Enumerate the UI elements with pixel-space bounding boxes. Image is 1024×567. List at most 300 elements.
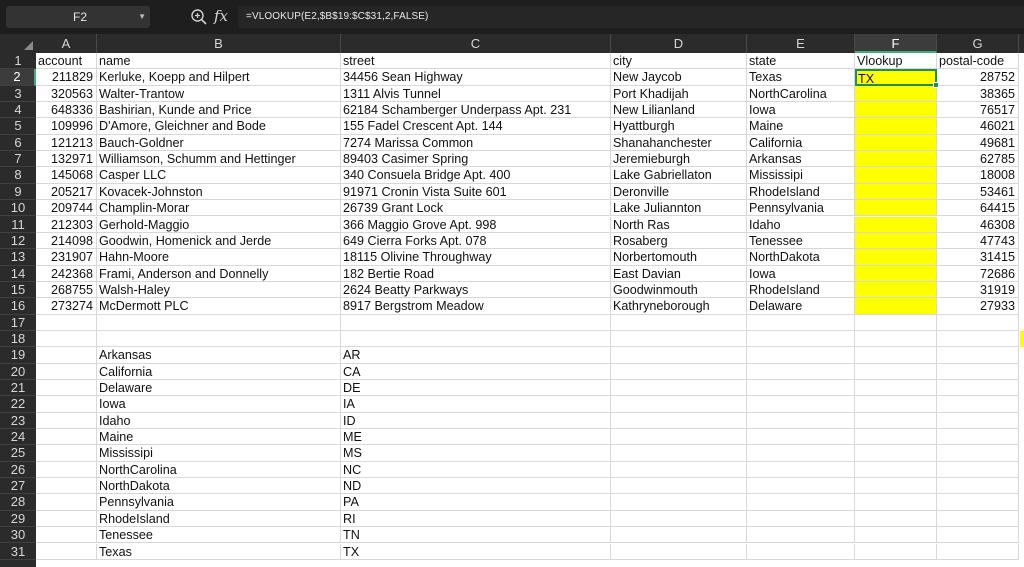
cell-account[interactable]: 121213: [36, 135, 97, 151]
lookup-state[interactable]: Pennsylvania: [97, 494, 341, 510]
empty-cell[interactable]: [747, 315, 855, 331]
cell-postal[interactable]: 38365: [937, 86, 1019, 102]
empty-cell[interactable]: [611, 462, 747, 478]
lookup-row: [36, 413, 1024, 429]
cell-street[interactable]: 18115 Olivine Throughway: [341, 249, 611, 265]
row-header-24[interactable]: 24: [0, 429, 36, 445]
table-row: [36, 282, 1024, 298]
cell-city[interactable]: Goodwinmouth: [611, 282, 747, 298]
empty-cell[interactable]: [937, 527, 1019, 543]
cell-vlookup[interactable]: [855, 151, 937, 167]
empty-cell[interactable]: [747, 364, 855, 380]
cell-name[interactable]: Gerhold-Maggio: [97, 217, 341, 233]
cell-account[interactable]: 231907: [36, 249, 97, 265]
row-header-30[interactable]: 30: [0, 527, 36, 543]
empty-cell[interactable]: [937, 331, 1019, 347]
row-header-3[interactable]: 3: [0, 86, 36, 102]
empty-cell[interactable]: [611, 429, 747, 445]
header-cell-vlookup[interactable]: Vlookup: [855, 53, 937, 69]
cell-name[interactable]: D'Amore, Gleichner and Bode: [97, 118, 341, 134]
cell-city[interactable]: Hyattburgh: [611, 118, 747, 134]
cell-street[interactable]: 155 Fadel Crescent Apt. 144: [341, 118, 611, 134]
empty-cell[interactable]: [747, 445, 855, 461]
select-all-corner[interactable]: [0, 34, 36, 53]
empty-cell[interactable]: [855, 347, 937, 363]
cell-name[interactable]: Frami, Anderson and Donnelly: [97, 266, 341, 282]
lookup-state[interactable]: Iowa: [97, 396, 341, 412]
cell-postal[interactable]: 76517: [937, 102, 1019, 118]
empty-cell[interactable]: [937, 511, 1019, 527]
row-header-1[interactable]: 1: [0, 53, 36, 69]
lookup-code[interactable]: TN: [341, 527, 611, 543]
cell-name[interactable]: Walter-Trantow: [97, 86, 341, 102]
cell-vlookup[interactable]: [855, 200, 937, 216]
row-header-8[interactable]: 8: [0, 167, 36, 183]
cell-city[interactable]: Lake Gabriellaton: [611, 167, 747, 183]
lookup-code[interactable]: IA: [341, 396, 611, 412]
empty-cell[interactable]: [611, 478, 747, 494]
table-row: [36, 69, 1024, 85]
cell-name[interactable]: Kovacek-Johnston: [97, 184, 341, 200]
empty-cell[interactable]: [36, 331, 97, 347]
cell-area: [36, 53, 1024, 567]
row-header-31[interactable]: 31: [0, 544, 36, 560]
name-box-value: F2: [72, 10, 87, 24]
row-header-16[interactable]: 16: [0, 298, 36, 314]
lookup-code[interactable]: AR: [341, 347, 611, 363]
empty-cell[interactable]: [855, 445, 937, 461]
cell-account[interactable]: 205217: [36, 184, 97, 200]
cell-account[interactable]: 211829: [36, 69, 97, 85]
empty-cell[interactable]: [611, 544, 747, 560]
cell-postal[interactable]: 62785: [937, 151, 1019, 167]
cell-state[interactable]: Tenessee: [747, 233, 855, 249]
empty-cell[interactable]: [855, 527, 937, 543]
cell-city[interactable]: Deronville: [611, 184, 747, 200]
empty-cell[interactable]: [36, 380, 97, 396]
table-row: [36, 200, 1024, 216]
empty-cell[interactable]: [855, 544, 937, 560]
empty-cell[interactable]: [611, 511, 747, 527]
cell-street[interactable]: 1311 Alvis Tunnel: [341, 86, 611, 102]
empty-cell[interactable]: [747, 347, 855, 363]
column-header-d[interactable]: D: [611, 34, 747, 53]
cell-postal[interactable]: 28752: [937, 69, 1019, 85]
empty-cell[interactable]: [97, 315, 341, 331]
row-header-11[interactable]: 11: [0, 217, 36, 233]
column-header-f[interactable]: F: [855, 34, 937, 53]
cell-state[interactable]: Iowa: [747, 102, 855, 118]
cell-vlookup[interactable]: [855, 86, 937, 102]
empty-cell[interactable]: [747, 413, 855, 429]
lookup-row: [36, 511, 1024, 527]
column-header-e[interactable]: E: [747, 34, 855, 53]
empty-cell[interactable]: [747, 544, 855, 560]
cell-state[interactable]: Texas: [747, 69, 855, 85]
cell-state[interactable]: California: [747, 135, 855, 151]
empty-cell[interactable]: [611, 364, 747, 380]
cell-state[interactable]: Arkansas: [747, 151, 855, 167]
cell-street[interactable]: 34456 Sean Highway: [341, 69, 611, 85]
header-cell-state[interactable]: state: [747, 53, 855, 69]
empty-cell[interactable]: [36, 478, 97, 494]
column-header-g[interactable]: G: [937, 34, 1019, 53]
cell-account[interactable]: 273274: [36, 298, 97, 314]
empty-cell[interactable]: [36, 364, 97, 380]
lookup-row: [36, 347, 1024, 363]
empty-cell[interactable]: [747, 494, 855, 510]
cell-state[interactable]: NorthDakota: [747, 249, 855, 265]
cell-vlookup[interactable]: [855, 135, 937, 151]
fill-handle[interactable]: [933, 82, 939, 88]
spreadsheet-grid: [0, 34, 1024, 567]
empty-cell[interactable]: [341, 315, 611, 331]
header-cell-account[interactable]: account: [36, 53, 97, 69]
empty-cell[interactable]: [937, 364, 1019, 380]
zoom-magnifier-icon[interactable]: [190, 8, 208, 26]
cell-name[interactable]: Kerluke, Koepp and Hilpert: [97, 69, 341, 85]
lookup-code[interactable]: DE: [341, 380, 611, 396]
cell-street[interactable]: 366 Maggio Grove Apt. 998: [341, 217, 611, 233]
lookup-row: [36, 478, 1024, 494]
cell-postal[interactable]: 53461: [937, 184, 1019, 200]
cell-account[interactable]: 145068: [36, 167, 97, 183]
formula-bar: [0, 0, 1024, 34]
cell-name[interactable]: Bashirian, Kunde and Price: [97, 102, 341, 118]
empty-cell[interactable]: [747, 331, 855, 347]
row-header-6[interactable]: 6: [0, 135, 36, 151]
table-row: [36, 167, 1024, 183]
cell-postal[interactable]: 49681: [937, 135, 1019, 151]
row-header-4[interactable]: 4: [0, 102, 36, 118]
empty-cell[interactable]: [855, 413, 937, 429]
empty-cell[interactable]: [855, 380, 937, 396]
lookup-row: [36, 527, 1024, 543]
lookup-state[interactable]: Arkansas: [97, 347, 341, 363]
lookup-state[interactable]: RhodeIsland: [97, 511, 341, 527]
cell-account[interactable]: 132971: [36, 151, 97, 167]
cell-city[interactable]: Rosaberg: [611, 233, 747, 249]
row-header-2[interactable]: 2: [0, 69, 36, 85]
empty-cell[interactable]: [937, 429, 1019, 445]
cell-street[interactable]: 89403 Casimer Spring: [341, 151, 611, 167]
cell-vlookup[interactable]: [855, 249, 937, 265]
lookup-state[interactable]: Delaware: [97, 380, 341, 396]
header-cell-name[interactable]: name: [97, 53, 341, 69]
row-header-27[interactable]: 27: [0, 478, 36, 494]
name-box[interactable]: [6, 6, 150, 28]
empty-cell[interactable]: [36, 413, 97, 429]
cell-postal[interactable]: 46308: [937, 217, 1019, 233]
lookup-state[interactable]: Tenessee: [97, 527, 341, 543]
empty-cell[interactable]: [937, 396, 1019, 412]
table-row: [36, 266, 1024, 282]
cell-state[interactable]: Mississipi: [747, 167, 855, 183]
cell-account[interactable]: 212303: [36, 217, 97, 233]
row-header-26[interactable]: 26: [0, 462, 36, 478]
cell-name[interactable]: Hahn-Moore: [97, 249, 341, 265]
row-header-17[interactable]: 17: [0, 315, 36, 331]
header-cell-city[interactable]: city: [611, 53, 747, 69]
cell-street[interactable]: 2624 Beatty Parkways: [341, 282, 611, 298]
column-header-a[interactable]: A: [36, 34, 97, 53]
cell-vlookup[interactable]: [855, 118, 937, 134]
select-all-icon: [24, 41, 33, 50]
cell-name[interactable]: Goodwin, Homenick and Jerde: [97, 233, 341, 249]
name-box-dropdown-icon[interactable]: ▼: [138, 12, 146, 21]
cell-street[interactable]: 182 Bertie Road: [341, 266, 611, 282]
row-headers: [0, 53, 36, 567]
lookup-row: [36, 494, 1024, 510]
row-header-7[interactable]: 7: [0, 151, 36, 167]
table-row: [36, 233, 1024, 249]
cell-state[interactable]: Delaware: [747, 298, 855, 314]
empty-cell[interactable]: [747, 429, 855, 445]
cell-postal[interactable]: 46021: [937, 118, 1019, 134]
row-header-28[interactable]: 28: [0, 494, 36, 510]
empty-cell[interactable]: [36, 494, 97, 510]
empty-cell[interactable]: [937, 478, 1019, 494]
header-row: [36, 53, 1024, 69]
empty-cell[interactable]: [937, 315, 1019, 331]
empty-cell[interactable]: [611, 396, 747, 412]
lookup-row: [36, 396, 1024, 412]
row-header-21[interactable]: 21: [0, 380, 36, 396]
empty-cell[interactable]: [611, 445, 747, 461]
formula-input[interactable]: =VLOOKUP(E2,$B$19:$C$31,2,FALSE): [238, 6, 1024, 28]
lookup-row: [36, 544, 1024, 560]
cell-vlookup[interactable]: [855, 184, 937, 200]
cell-account[interactable]: 648336: [36, 102, 97, 118]
empty-cell[interactable]: [937, 380, 1019, 396]
active-cell-f2[interactable]: TX: [855, 69, 937, 85]
cell-name[interactable]: Bauch-Goldner: [97, 135, 341, 151]
empty-cell[interactable]: [36, 527, 97, 543]
lookup-row: [36, 462, 1024, 478]
cell-account[interactable]: 209744: [36, 200, 97, 216]
empty-cell[interactable]: [855, 462, 937, 478]
cell-street[interactable]: 8917 Bergstrom Meadow: [341, 298, 611, 314]
cell-state[interactable]: NorthCarolina: [747, 86, 855, 102]
fx-icon[interactable]: fx: [214, 7, 229, 25]
empty-cell[interactable]: [937, 544, 1019, 560]
lookup-code[interactable]: ME: [341, 429, 611, 445]
lookup-row: [36, 445, 1024, 461]
empty-cell[interactable]: [36, 544, 97, 560]
cell-street[interactable]: 26739 Grant Lock: [341, 200, 611, 216]
lookup-state[interactable]: Texas: [97, 544, 341, 560]
empty-cell[interactable]: [36, 511, 97, 527]
empty-cell[interactable]: [937, 462, 1019, 478]
cell-account[interactable]: 320563: [36, 86, 97, 102]
lookup-code[interactable]: RI: [341, 511, 611, 527]
cell-city[interactable]: East Davian: [611, 266, 747, 282]
cell-name[interactable]: McDermott PLC: [97, 298, 341, 314]
table-row: [36, 151, 1024, 167]
column-header-b[interactable]: B: [97, 34, 341, 53]
cell-city[interactable]: Shanahanchester: [611, 135, 747, 151]
empty-cell[interactable]: [611, 527, 747, 543]
empty-cell[interactable]: [937, 445, 1019, 461]
cell-city[interactable]: North Ras: [611, 217, 747, 233]
cell-city[interactable]: Kathryneborough: [611, 298, 747, 314]
lookup-state[interactable]: NorthCarolina: [97, 462, 341, 478]
cell-vlookup[interactable]: [855, 233, 937, 249]
cell-state[interactable]: RhodeIsland: [747, 282, 855, 298]
header-cell-street[interactable]: street: [341, 53, 611, 69]
cell-postal[interactable]: 27933: [937, 298, 1019, 314]
empty-cell[interactable]: [611, 331, 747, 347]
lookup-code[interactable]: ND: [341, 478, 611, 494]
cell-account[interactable]: 109996: [36, 118, 97, 134]
lookup-state[interactable]: Idaho: [97, 413, 341, 429]
cell-street[interactable]: 649 Cierra Forks Apt. 078: [341, 233, 611, 249]
empty-cell[interactable]: [855, 331, 937, 347]
row-header-29[interactable]: 29: [0, 511, 36, 527]
empty-cell[interactable]: [747, 527, 855, 543]
empty-cell[interactable]: [855, 396, 937, 412]
cell-vlookup[interactable]: [855, 266, 937, 282]
row-header-15[interactable]: 15: [0, 282, 36, 298]
cell-vlookup[interactable]: [855, 217, 937, 233]
table-row: [36, 217, 1024, 233]
lookup-row: [36, 380, 1024, 396]
cell-state[interactable]: Idaho: [747, 217, 855, 233]
cell-street[interactable]: 340 Consuela Bridge Apt. 400: [341, 167, 611, 183]
cell-state[interactable]: RhodeIsland: [747, 184, 855, 200]
cell-name[interactable]: Casper LLC: [97, 167, 341, 183]
cell-state[interactable]: Iowa: [747, 266, 855, 282]
row-header-14[interactable]: 14: [0, 266, 36, 282]
offscreen-highlight-edge: [1020, 331, 1024, 347]
row-header-23[interactable]: 23: [0, 413, 36, 429]
empty-cell[interactable]: [36, 347, 97, 363]
cell-street[interactable]: 7274 Marissa Common: [341, 135, 611, 151]
table-row: [36, 135, 1024, 151]
empty-cell[interactable]: [611, 315, 747, 331]
empty-cell[interactable]: [747, 511, 855, 527]
empty-cell[interactable]: [36, 396, 97, 412]
cell-street[interactable]: 91971 Cronin Vista Suite 601: [341, 184, 611, 200]
row-header-12[interactable]: 12: [0, 233, 36, 249]
lookup-code[interactable]: PA: [341, 494, 611, 510]
empty-cell[interactable]: [611, 413, 747, 429]
lookup-row: [36, 429, 1024, 445]
empty-cell[interactable]: [747, 462, 855, 478]
cell-city[interactable]: Lake Juliannton: [611, 200, 747, 216]
lookup-state[interactable]: Maine: [97, 429, 341, 445]
cell-city[interactable]: New Lilianland: [611, 102, 747, 118]
cell-name[interactable]: Williamson, Schumm and Hettinger: [97, 151, 341, 167]
row-header-5[interactable]: 5: [0, 118, 36, 134]
row-header-18[interactable]: 18: [0, 331, 36, 347]
table-row: [36, 102, 1024, 118]
empty-cell[interactable]: [855, 364, 937, 380]
cell-account[interactable]: 214098: [36, 233, 97, 249]
cell-city[interactable]: New Jaycob: [611, 69, 747, 85]
lookup-code[interactable]: CA: [341, 364, 611, 380]
cell-city[interactable]: Jeremieburgh: [611, 151, 747, 167]
lookup-code[interactable]: TX: [341, 544, 611, 560]
column-header-c[interactable]: C: [341, 34, 611, 53]
cell-postal[interactable]: 18008: [937, 167, 1019, 183]
cell-postal[interactable]: 64415: [937, 200, 1019, 216]
cell-postal[interactable]: 47743: [937, 233, 1019, 249]
lookup-code[interactable]: MS: [341, 445, 611, 461]
cell-state[interactable]: Maine: [747, 118, 855, 134]
cell-account[interactable]: 242368: [36, 266, 97, 282]
empty-cell[interactable]: [341, 331, 611, 347]
row-header-10[interactable]: 10: [0, 200, 36, 216]
cell-name[interactable]: Walsh-Haley: [97, 282, 341, 298]
empty-cell[interactable]: [855, 478, 937, 494]
cell-vlookup[interactable]: [855, 102, 937, 118]
empty-cell[interactable]: [36, 315, 97, 331]
lookup-state[interactable]: Mississipi: [97, 445, 341, 461]
empty-cell[interactable]: [747, 380, 855, 396]
cell-postal[interactable]: 31919: [937, 282, 1019, 298]
row-header-22[interactable]: 22: [0, 396, 36, 412]
empty-cell[interactable]: [97, 331, 341, 347]
empty-cell[interactable]: [36, 462, 97, 478]
cell-city[interactable]: Port Khadijah: [611, 86, 747, 102]
column-headers: [0, 34, 1024, 53]
cell-vlookup[interactable]: [855, 282, 937, 298]
empty-cell[interactable]: [855, 429, 937, 445]
empty-cell[interactable]: [36, 429, 97, 445]
empty-cell[interactable]: [36, 445, 97, 461]
empty-cell[interactable]: [937, 347, 1019, 363]
cell-postal[interactable]: 31415: [937, 249, 1019, 265]
empty-cell[interactable]: [855, 511, 937, 527]
row-header-25[interactable]: 25: [0, 445, 36, 461]
table-row: [36, 118, 1024, 134]
empty-row: [36, 315, 1024, 331]
lookup-state[interactable]: NorthDakota: [97, 478, 341, 494]
row-header-13[interactable]: 13: [0, 249, 36, 265]
cell-street[interactable]: 62184 Schamberger Underpass Apt. 231: [341, 102, 611, 118]
empty-cell[interactable]: [855, 494, 937, 510]
empty-cell[interactable]: [611, 494, 747, 510]
cell-postal[interactable]: 72686: [937, 266, 1019, 282]
table-row: [36, 249, 1024, 265]
cell-account[interactable]: 268755: [36, 282, 97, 298]
cell-vlookup[interactable]: [855, 167, 937, 183]
empty-cell[interactable]: [611, 380, 747, 396]
empty-cell[interactable]: [937, 413, 1019, 429]
table-row: [36, 298, 1024, 314]
empty-cell[interactable]: [611, 347, 747, 363]
table-row: [36, 184, 1024, 200]
empty-cell[interactable]: [937, 494, 1019, 510]
cell-state[interactable]: Pennsylvania: [747, 200, 855, 216]
lookup-code[interactable]: NC: [341, 462, 611, 478]
cell-name[interactable]: Champlin-Morar: [97, 200, 341, 216]
empty-cell[interactable]: [855, 315, 937, 331]
lookup-code[interactable]: ID: [341, 413, 611, 429]
lookup-row: [36, 364, 1024, 380]
header-cell-postal[interactable]: postal-code: [937, 53, 1019, 69]
row-header-19[interactable]: 19: [0, 347, 36, 363]
row-header-9[interactable]: 9: [0, 184, 36, 200]
cell-city[interactable]: Norbertomouth: [611, 249, 747, 265]
empty-cell[interactable]: [747, 396, 855, 412]
empty-cell[interactable]: [747, 478, 855, 494]
row-header-20[interactable]: 20: [0, 364, 36, 380]
cell-vlookup[interactable]: [855, 298, 937, 314]
lookup-state[interactable]: California: [97, 364, 341, 380]
table-row: [36, 86, 1024, 102]
